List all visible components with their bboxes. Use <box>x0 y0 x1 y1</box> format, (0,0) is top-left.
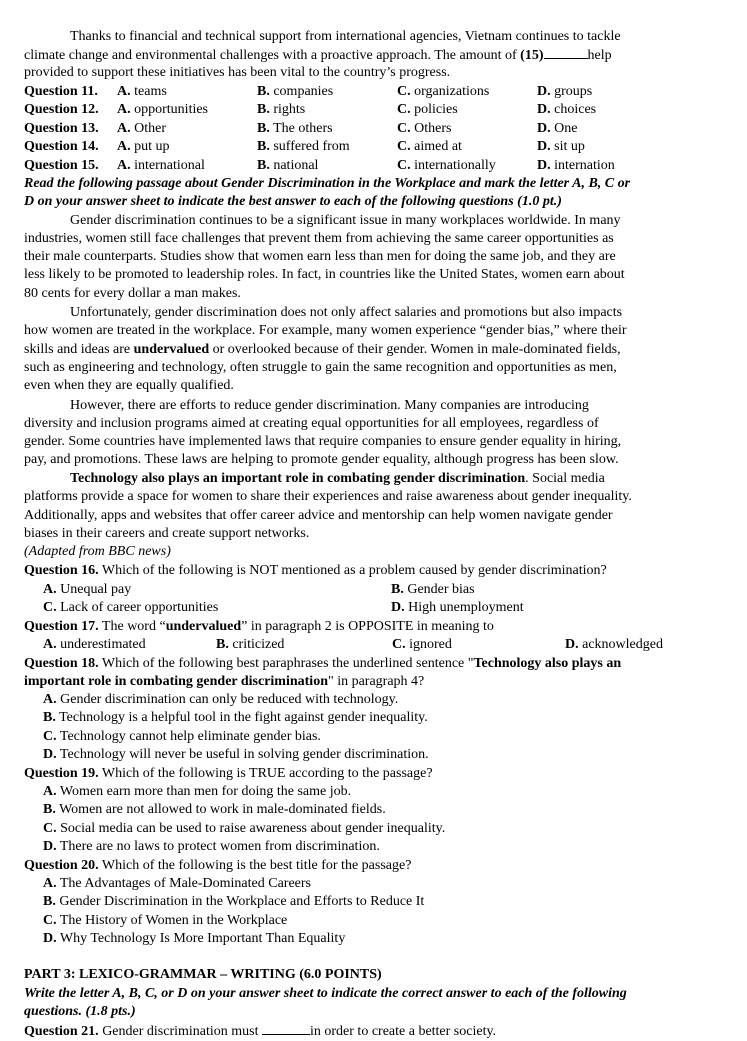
p2-line-1: Unfortunately, gender discrimination does not only affect salaries and promotions but also impacts <box>70 305 623 320</box>
q15-option-d[interactable] <box>537 157 615 175</box>
q12-option-c[interactable] <box>397 101 458 119</box>
q11-option-d[interactable] <box>537 83 592 101</box>
q16-option-d[interactable] <box>391 599 524 617</box>
option-text: policies <box>410 102 458 117</box>
q13-option-c[interactable] <box>397 120 451 138</box>
option-text: The History of Women in the Workplace <box>56 912 288 928</box>
option-text: Gender bias <box>403 582 475 597</box>
text: skills and ideas are <box>24 342 134 357</box>
option-letter: C. <box>397 121 411 136</box>
quoted-sentence: Technology also plays an <box>473 656 622 671</box>
q17-option-c[interactable] <box>392 636 452 654</box>
q16-option-c[interactable] <box>43 599 218 617</box>
option-text: organizations <box>410 84 490 99</box>
option-letter: A. <box>117 84 131 99</box>
q16-option-a[interactable] <box>43 581 131 599</box>
underlined-sentence: Technology also plays an important role in combating gender discrimination <box>70 471 526 486</box>
option-letter: C. <box>397 102 411 117</box>
option-text: Others <box>410 121 452 136</box>
q17-option-d[interactable] <box>565 636 663 654</box>
p1-line-5: 80 cents for every dollar a man makes. <box>24 286 241 301</box>
option-letter: C. <box>392 637 406 652</box>
q19-option-a[interactable] <box>43 783 743 801</box>
option-letter: B. <box>43 710 56 726</box>
option-text: teams <box>130 84 167 99</box>
question-text: " in paragraph 4? <box>327 674 425 689</box>
question-label: Question 16. <box>24 563 99 578</box>
p2-line-4: such as engineering and technology, often struggle to gain the same recognition and opportunities as men, <box>24 360 617 375</box>
option-letter: A. <box>43 784 57 799</box>
option-letter: D. <box>43 931 57 947</box>
p4-line-2: platforms provide a space for women to share their experiences and raise awareness about gender inequality. <box>24 489 632 504</box>
p1-line-3: their male counterparts. Studies show that women earn less than men for doing the same job, and they are <box>24 249 616 264</box>
option-text: Women earn more than men for doing the same job. <box>56 784 352 799</box>
option-letter: A. <box>43 876 57 891</box>
question-label: Question 13. <box>24 121 99 136</box>
q13-option-b[interactable] <box>257 120 333 138</box>
question-17 <box>24 618 724 636</box>
option-text: aimed at <box>410 139 462 154</box>
question-16 <box>24 562 724 580</box>
p3-line-2: diversity and inclusion programs aimed at creating equal opportunities for all employees, regardless of <box>24 416 599 431</box>
option-text: Why Technology Is More Important Than Equality <box>56 931 346 947</box>
q20-option-a[interactable] <box>43 875 743 893</box>
option-text: national <box>269 158 319 173</box>
intro-line-3: provided to support these initiatives has been vital to the country’s progress. <box>24 65 451 80</box>
q19-option-b[interactable] <box>43 801 743 819</box>
option-letter: B. <box>43 802 56 818</box>
q11-option-c[interactable] <box>397 83 489 101</box>
q19-option-c[interactable] <box>43 820 743 838</box>
q15-option-a[interactable] <box>117 157 205 175</box>
option-text: Technology cannot help eliminate gender bias. <box>56 728 321 744</box>
option-letter: C. <box>397 158 411 173</box>
option-letter: D. <box>565 637 579 652</box>
question-label: Question 20. <box>24 858 99 873</box>
part3-instruction-1: Write the letter A, B, C, or D on your answer sheet to indicate the correct answer to each of the following <box>24 986 627 1001</box>
option-letter: C. <box>397 139 411 154</box>
instruction-line-1: Read the following passage about Gender Discrimination in the Workplace and mark the letter A, B, C or <box>24 176 631 191</box>
p1-line-4: less likely to be promoted to leadership roles. In fact, in countries like the United States, women earn about <box>24 267 625 282</box>
option-text: rights <box>269 102 306 117</box>
option-text: The others <box>269 121 333 136</box>
option-letter: D. <box>537 139 551 154</box>
option-letter: D. <box>391 600 405 615</box>
instruction-line-2: D on your answer sheet to indicate the best answer to each of the following questions (1.0 pt.) <box>24 194 562 209</box>
option-letter: B. <box>257 158 270 173</box>
target-word: undervalued <box>165 619 242 634</box>
option-text: opportunities <box>130 102 209 117</box>
question-text: Which of the following is the best title for the passage? <box>98 858 412 873</box>
question-text: in order to create a better society. <box>310 1024 497 1039</box>
source-note: (Adapted from BBC news) <box>24 544 171 559</box>
option-text: Gender discrimination can only be reduced with technology. <box>56 692 399 707</box>
q13-option-d[interactable] <box>537 120 577 138</box>
question-text: ” in paragraph 2 is OPPOSITE in meaning to <box>241 619 494 634</box>
p2-line-3 <box>24 341 724 359</box>
question-label: Question 15. <box>24 158 99 173</box>
option-text: Technology will never be useful in solving gender discrimination. <box>56 747 429 763</box>
p3-line-3: gender. Some countries have implemented laws that require companies to ensure gender equality in hiring, <box>24 434 622 449</box>
p1-line-1: Gender discrimination continues to be a significant issue in many workplaces worldwide. In many <box>70 213 621 228</box>
q13-option-a[interactable] <box>117 120 166 138</box>
p1-line-2: industries, women still face challenges that prevent them from achieving the same career opportunities as <box>24 231 614 246</box>
option-text: Lack of career opportunities <box>56 600 219 615</box>
question-text: Which of the following is NOT mentioned as a problem caused by gender discrimination? <box>98 563 607 578</box>
option-letter: B. <box>216 637 229 652</box>
option-text: ignored <box>405 637 452 652</box>
q15-option-b[interactable] <box>257 157 318 175</box>
option-text: internation <box>550 158 615 173</box>
answer-blank <box>262 1022 310 1035</box>
part3-instruction-2: questions. (1.8 pts.) <box>24 1004 136 1019</box>
part3-heading: PART 3: LEXICO-GRAMMAR – WRITING (6.0 POINTS) <box>24 967 382 982</box>
question-18-line-1 <box>24 655 724 673</box>
intro-line-1: Thanks to financial and technical support from international agencies, Vietnam continues to tackle <box>70 29 621 44</box>
option-letter: D. <box>537 102 551 117</box>
question-text: The word “ <box>98 619 166 634</box>
question-18-line-2 <box>24 673 724 691</box>
q18-option-d[interactable] <box>43 746 743 764</box>
option-letter: B. <box>257 139 270 154</box>
option-letter: A. <box>43 692 57 707</box>
q18-option-b[interactable] <box>43 709 743 727</box>
q18-option-c[interactable] <box>43 728 743 746</box>
option-text: There are no laws to protect women from discrimination. <box>56 839 380 855</box>
option-text: underestimated <box>56 637 146 652</box>
option-letter: A. <box>117 102 131 117</box>
text: or overlooked because of their gender. Women in male-dominated fields, <box>209 342 621 357</box>
option-letter: B. <box>257 84 270 99</box>
option-text: Unequal pay <box>56 582 132 597</box>
option-letter: A. <box>117 158 131 173</box>
option-letter: D. <box>537 121 551 136</box>
option-letter: C. <box>43 820 57 836</box>
quoted-sentence: important role in combating gender discrimination <box>24 674 328 689</box>
q15-option-c[interactable] <box>397 157 496 175</box>
option-text: choices <box>550 102 597 117</box>
question-text: Which of the following best paraphrases the underlined sentence " <box>98 656 474 671</box>
q18-option-a[interactable] <box>43 691 743 709</box>
intro-line-2 <box>24 46 724 65</box>
q14-option-c[interactable] <box>397 138 462 156</box>
option-text: Other <box>130 121 167 136</box>
question-label: Question 14. <box>24 139 99 154</box>
option-text: internationally <box>410 158 496 173</box>
option-letter: A. <box>43 582 57 597</box>
q12-option-a[interactable] <box>117 101 208 119</box>
option-text: sit up <box>550 139 585 154</box>
q17-option-a[interactable] <box>43 636 146 654</box>
option-letter: C. <box>397 84 411 99</box>
option-letter: C. <box>43 912 57 928</box>
option-letter: A. <box>117 121 131 136</box>
q12-option-b[interactable] <box>257 101 305 119</box>
option-text: The Advantages of Male-Dominated Careers <box>56 876 312 891</box>
option-letter: D. <box>43 747 57 763</box>
p4-line-1 <box>70 470 747 488</box>
question-21 <box>24 1022 724 1041</box>
option-text: put up <box>130 139 170 154</box>
q12-option-d[interactable] <box>537 101 596 119</box>
intro-text: help <box>587 48 612 63</box>
option-text: acknowledged <box>578 637 663 652</box>
question-label: Question 12. <box>24 102 99 117</box>
q20-option-b[interactable] <box>43 893 743 911</box>
p3-line-1: However, there are efforts to reduce gender discrimination. Many companies are introducing <box>70 398 589 413</box>
option-text: Social media can be used to raise awareness about gender inequality. <box>56 820 446 836</box>
answer-blank <box>544 46 588 59</box>
q16-option-b[interactable] <box>391 581 475 599</box>
option-text: companies <box>269 84 334 99</box>
option-text: Women are not allowed to work in male-dominated fields. <box>55 802 386 818</box>
option-text: international <box>130 158 205 173</box>
question-20 <box>24 857 724 875</box>
text: . Social media <box>525 471 605 486</box>
question-text: Gender discrimination must <box>98 1024 262 1039</box>
p2-line-5: even when they are equally qualified. <box>24 378 234 393</box>
option-text: Technology is a helpful tool in the fight against gender inequality. <box>55 710 428 726</box>
option-letter: A. <box>43 637 57 652</box>
option-text: One <box>550 121 578 136</box>
option-letter: B. <box>257 102 270 117</box>
option-letter: A. <box>117 139 131 154</box>
highlighted-word: undervalued <box>133 342 210 357</box>
question-label: Question 11. <box>24 84 98 99</box>
q17-option-b[interactable] <box>216 636 284 654</box>
option-letter: C. <box>43 600 57 615</box>
option-text: criticized <box>228 637 285 652</box>
question-text: Which of the following is TRUE according to the passage? <box>98 766 433 781</box>
question-label: Question 21. <box>24 1024 99 1039</box>
option-letter: D. <box>537 84 551 99</box>
p2-line-2: how women are treated in the workplace. For example, many women experience “gender bias,” where their <box>24 323 627 338</box>
question-label: Question 18. <box>24 656 99 671</box>
q14-option-b[interactable] <box>257 138 350 156</box>
question-label: Question 19. <box>24 766 99 781</box>
question-19 <box>24 765 724 783</box>
option-letter: D. <box>43 839 57 855</box>
option-text: groups <box>550 84 593 99</box>
option-text: suffered from <box>269 139 350 154</box>
p4-line-3: Additionally, apps and websites that offer career advice and mentorship can help women navigate gender <box>24 508 613 523</box>
option-letter: C. <box>43 728 57 744</box>
option-text: High unemployment <box>404 600 524 615</box>
p4-line-4: biases in their careers and create support networks. <box>24 526 310 541</box>
q20-option-c[interactable] <box>43 912 743 930</box>
blank-number: (15) <box>520 48 544 63</box>
option-letter: B. <box>257 121 270 136</box>
option-letter: B. <box>43 894 56 910</box>
q14-option-a[interactable] <box>117 138 170 156</box>
q14-option-d[interactable] <box>537 138 585 156</box>
q19-option-d[interactable] <box>43 838 743 856</box>
option-letter: B. <box>391 582 404 597</box>
q20-option-d[interactable] <box>43 930 743 948</box>
q11-option-b[interactable] <box>257 83 333 101</box>
q11-option-a[interactable] <box>117 83 167 101</box>
option-letter: D. <box>537 158 551 173</box>
option-text: Gender Discrimination in the Workplace and Efforts to Reduce It <box>55 894 425 910</box>
p3-line-4: pay, and promotions. These laws are helping to promote gender equality, although progress has been slow. <box>24 452 619 467</box>
question-label: Question 17. <box>24 619 99 634</box>
intro-text: climate change and environmental challenges with a proactive approach. The amount of <box>24 48 521 63</box>
